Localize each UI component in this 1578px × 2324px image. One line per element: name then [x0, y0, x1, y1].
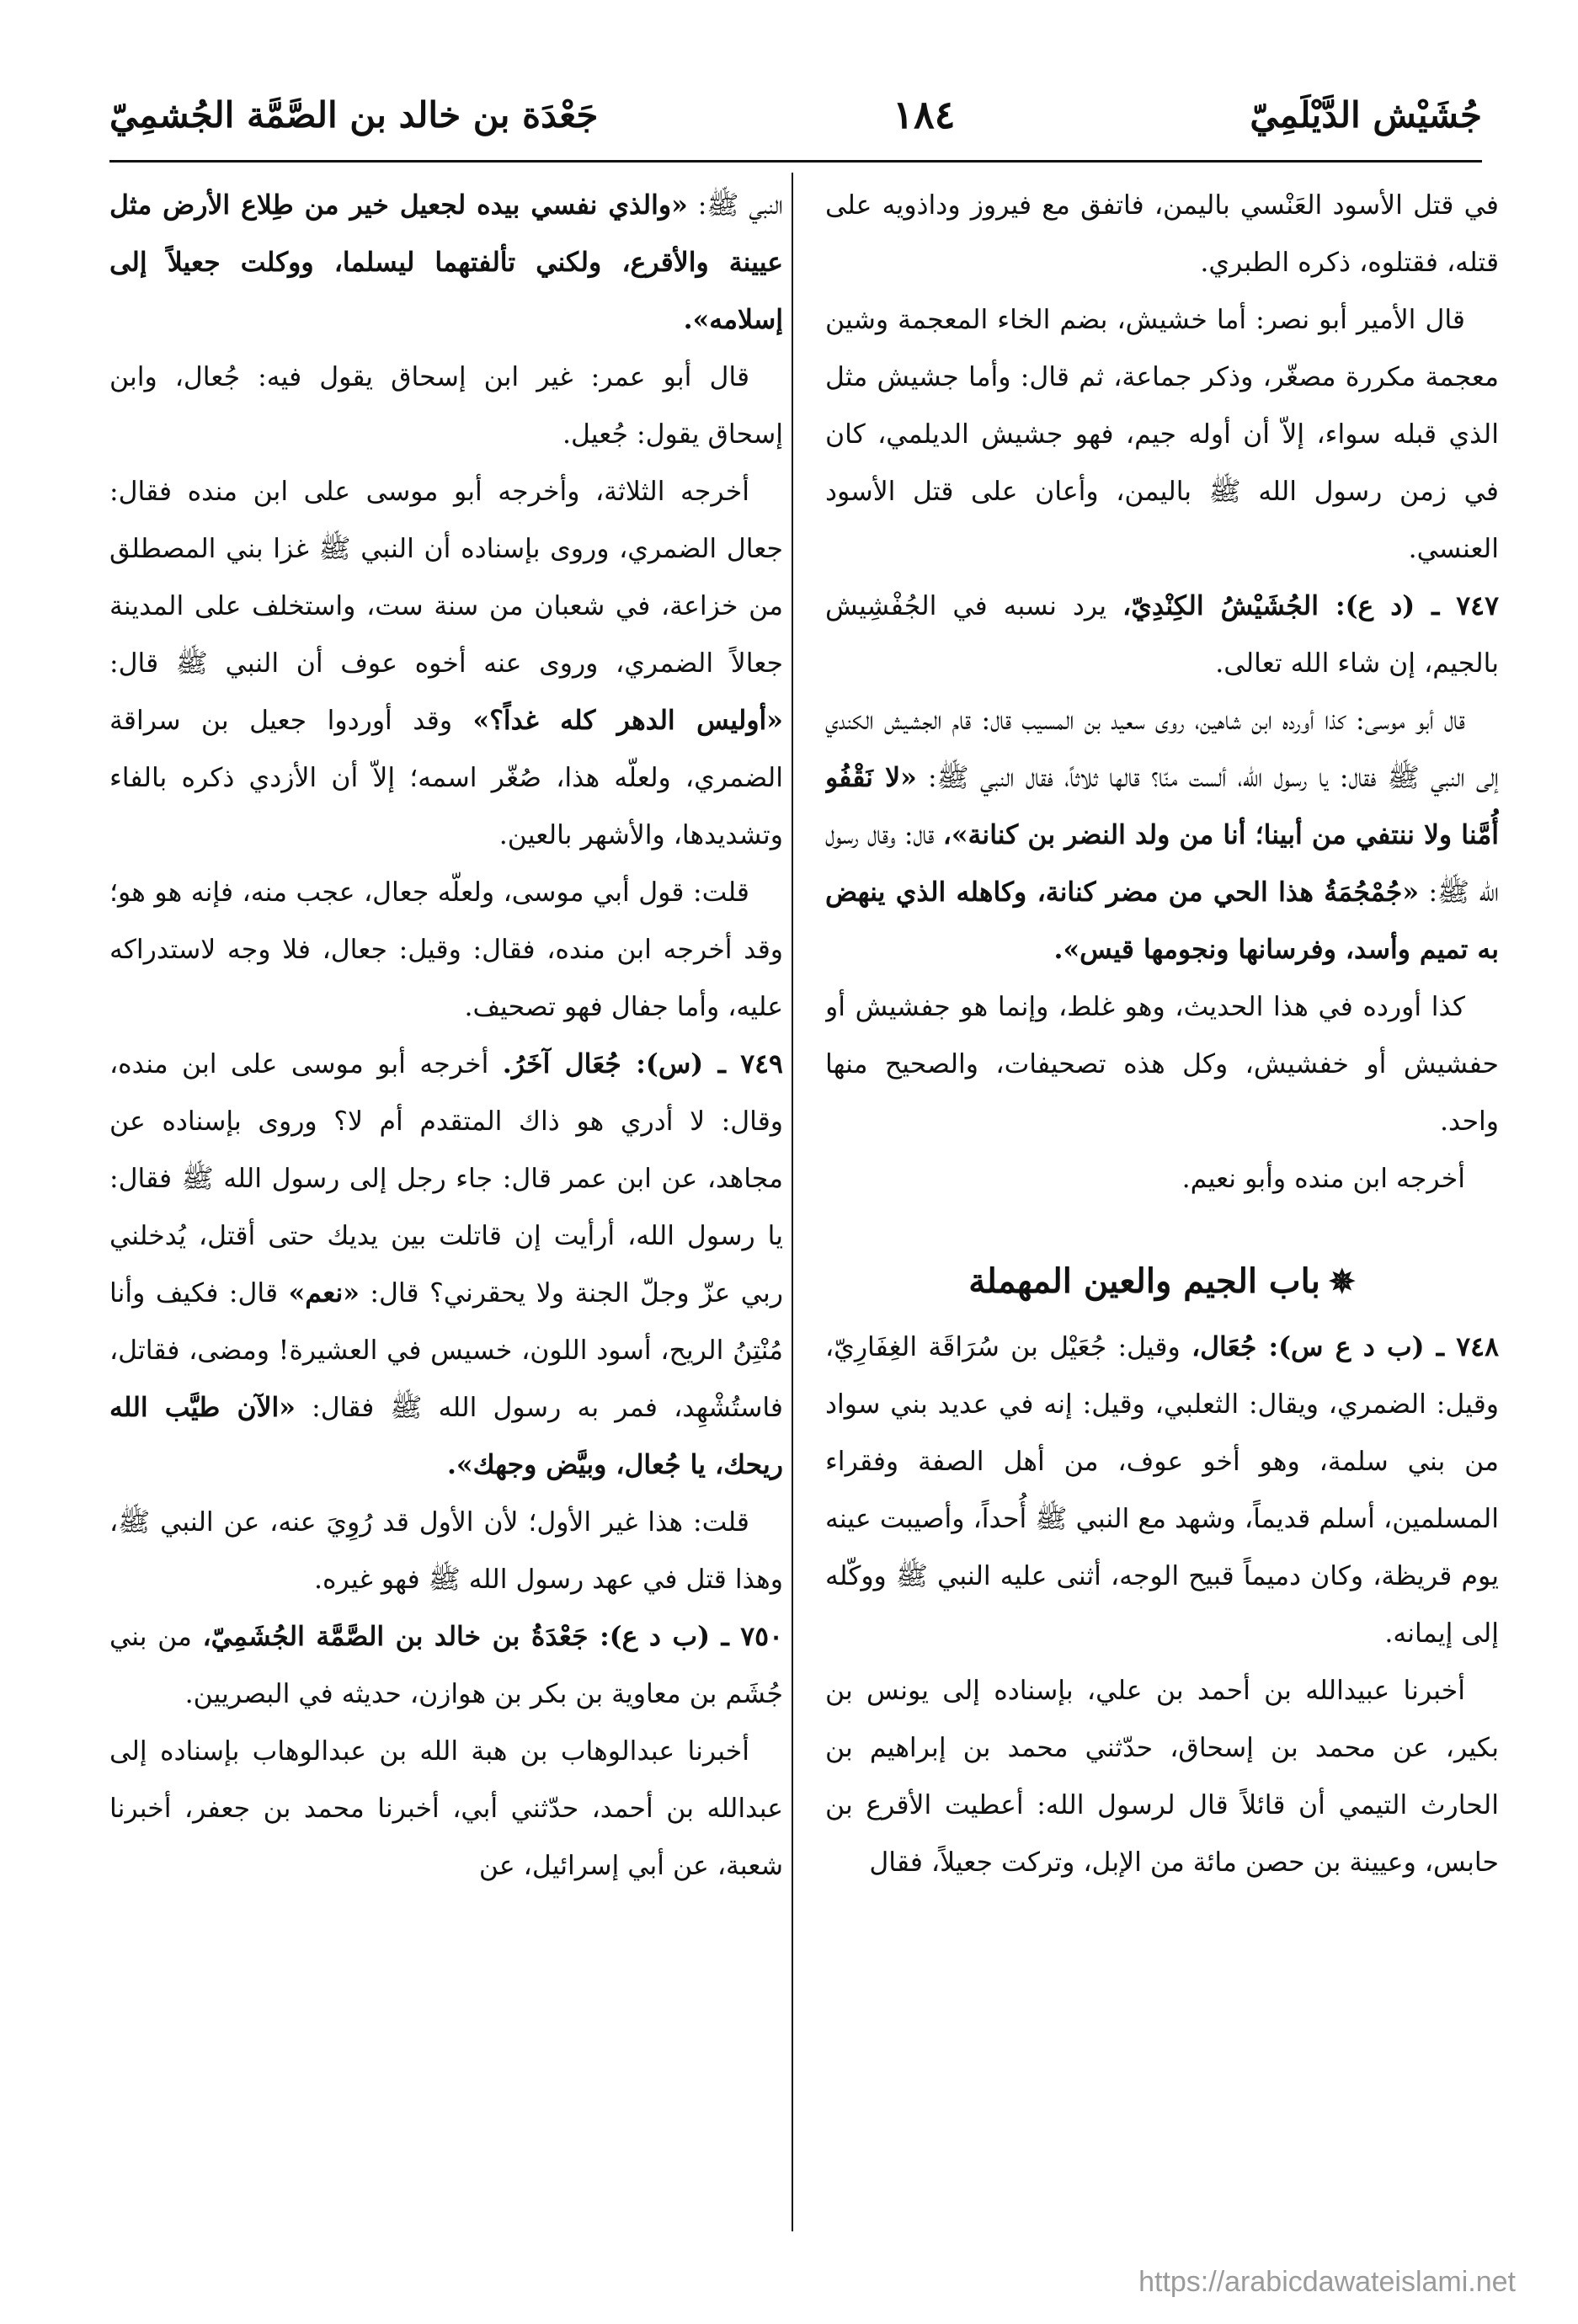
entry-750: [109, 1608, 783, 1723]
paragraph: أخبرنا عبيدالله بن أحمد بن علي، بإسناده إلى يونس بن بكير، عن محمد بن إسحاق، حدّثني محمد بن إبراهيم بن الحارث التيمي أن قائلاً قال لرسول الله: أعطيت الأقرع بن حابس، وعيينة بن حصن مائة من الإبل، وتركت جعيلاً، فقال: [825, 1676, 1499, 1878]
paragraph: أخرجه ابن منده وأبو نعيم.: [1181, 1164, 1465, 1194]
paragraph: [109, 177, 783, 349]
entry-heading: ٧٤٩ ـ (س): جُعَال آخَرُ.: [502, 1048, 783, 1079]
star-icon: ✵: [1328, 1262, 1356, 1300]
watermark-url: https://arabicdawateislami.net: [1138, 2266, 1516, 2298]
page-number: ١٨٤: [893, 92, 956, 137]
running-title-right: جُشَيْش الدَّيْلَمِيّ: [1250, 93, 1482, 136]
running-title-left: جَعْدَة بن خالد بن الصَّمَّة الجُشمِيّ: [109, 93, 599, 136]
column-divider: [792, 173, 793, 2231]
entry-heading: ٧٥٠ ـ (ب د ع): جَعْدَةُ بن خالد بن الصَّمَّة الجُشَمِيّ،: [202, 1621, 783, 1652]
entry-text: وقيل: جُعَيْل بن سُرَاقَة الغِفَارِيّ، وقيل: الضمري، ويقال: الثعلبي، وقيل: إنه في عديد بني سواد من بني سلمة، وهو أخو عوف، من أهل الصفة وفقراء المسلمين، أسلم قديماً، وشهد مع النبي ﷺ أُحداً، وأصيبت عينه يوم قريظة، وكان دميماً قبيح الوجه، أثنى عليه النبي ﷺ ووكّله إلى إيمانه.: [825, 1332, 1499, 1649]
entry-text: يرد نسبه في الجُفْشِيش بالجيم، إن شاء الله تعالى.: [825, 591, 1499, 679]
paragraph: كذا أورده في هذا الحديث، وهو غلط، وإنما هو جفشيش أو حفشيش أو خفشيش، وكل هذه تصحيفات، والصحيح منها واحد.: [825, 992, 1499, 1137]
paragraph: قال الأمير أبو نصر: أما خشيش، بضم الخاء المعجمة وشين معجمة مكررة مصغّر، وذكر جماعة، ثم قال: وأما جشيش مثل الذي قبله سواء، إلاّ أن أوله جيم، فهو جشيش الديلمي، كان في زمن رسول الله ﷺ باليمن، وأعان على قتل الأسود العنسي.: [825, 305, 1499, 564]
page-header: [109, 81, 1482, 148]
right-column: [825, 177, 1499, 2231]
text-run: وقد أوردوا جعيل بن سراقة الضمري، ولعلّه هذا، صُغّر اسمه؛ إلاّ أن الأزدي ذكره بالفاء وتشديدها، والأشهر بالعين.: [109, 706, 783, 850]
entry-text: من بني جُشَم بن معاوية بن بكر بن هوازن، حديثه في البصريين.: [109, 1622, 783, 1709]
text-run: قال أبو موسى: كذا أورده ابن شاهين، روى سعيد بن المسيب قال: قام الجشيش الكندي إلى النبي ﷺ فقال: يا رسول الله، ألست منّا؟ قالها ثلاثاً، فقال النبي ﷺ:: [825, 706, 1499, 793]
text-run: قال: فكيف وأنا مُنْتِنُ الريح، أسود اللون، خسيس في العشيرة! ومضى، فقاتل، فاستُشْهِد، فمر به رسول الله ﷺ فقال:: [109, 1278, 783, 1423]
text-run: أخرجه الثلاثة، وأخرجه أبو موسى على ابن منده فقال: جعال الضمري، وروى بإسناده أن النبي ﷺ غزا بني المصطلق من خزاعة، في شعبان من سنة ست، واستخلف على المدينة جعالاً الضمري، وروى عنه أخوه عوف أن النبي ﷺ قال:: [109, 477, 783, 679]
entry-749: [109, 1036, 783, 1494]
entry-747: [825, 578, 1499, 692]
text-run: النبي ﷺ:: [687, 190, 783, 221]
text-run: أخرجه أبو موسى على ابن منده، وقال: لا أدري هو ذاك المتقدم أم لا؟ وروى بإسناده عن مجاهد، عن ابن عمر قال: جاء رجل إلى رسول الله ﷺ فقال: يا رسول الله، أرأيت إن قاتلت بين يديك حتى أقتل، يُدخلني ربي عزّ وجلّ الجنة ولا يحقرني؟ قال:: [109, 1049, 783, 1309]
hadith-quote: «أوليس الدهر كله غداً؟»: [472, 705, 783, 736]
paragraph: قال أبو عمر: غير ابن إسحاق يقول فيه: جُعال، وابن إسحاق يقول: جُعيل.: [109, 362, 783, 450]
left-column: [109, 177, 783, 2231]
paragraph: [109, 463, 783, 864]
paragraph: قلت: هذا غير الأول؛ لأن الأول قد رُوِيَ عنه، عن النبي ﷺ، وهذا قتل في عهد رسول الله ﷺ فهو غيره.: [109, 1507, 783, 1595]
paragraph: قلت: قول أبي موسى، ولعلّه جعال، عجب منه، فإنه هو هو؛ وقد أخرجه ابن منده، فقال: وقيل: جعال، فلا وجه لاستدراكه عليه، وأما جفال فهو تصحيف.: [109, 877, 783, 1022]
hadith-quote: «والذي نفسي بيده لجعيل خير من طِلاع الأرض مثل عيينة والأقرع، ولكني تألفتهما ليسلما، ووكلت جعيلاً إلى إسلامه».: [109, 189, 783, 335]
entry-heading: ٧٤٨ ـ (ب د ع س): جُعَال،: [1191, 1331, 1499, 1362]
hadith-quote: «جُمْجُمَةُ هذا الحي من مضر كنانة، وكاهله الذي ينهض به تميم وأسد، وفرسانها ونجومها قيس».: [825, 877, 1499, 965]
text-run: قال: وقال رسول الله ﷺ:: [825, 820, 1499, 908]
entry-748: [825, 1319, 1499, 1662]
hadith-quote: «نعم»: [288, 1277, 360, 1309]
hadith-quote: «الآن طيَّب الله ريحك، يا جُعال، وبيَّض وجهك».: [109, 1392, 783, 1480]
hadith-quote: «لا نَقْفُو أُمَّنا ولا ننتفي من أبينا؛ أنا من ولد النضر بن كنانة»،: [825, 762, 1499, 850]
section-heading: [825, 1250, 1499, 1314]
section-title: باب الجيم والعين المهملة: [968, 1261, 1320, 1301]
entry-heading: ٧٤٧ ـ (د ع): الجُشَيْشُ الكِنْدِيّ،: [1122, 590, 1499, 621]
paragraph: [825, 692, 1499, 978]
paragraph: في قتل الأسود العَنْسي باليمن، فاتفق مع فيروز وداذويه على قتله، فقتلوه، ذكره الطبري.: [825, 190, 1499, 278]
header-rule: [109, 160, 1482, 163]
paragraph: أخبرنا عبدالوهاب بن هبة الله بن عبدالوهاب بإسناده إلى عبدالله بن أحمد، حدّثني أبي، أخبرنا محمد بن جعفر، أخبرنا شعبة، عن أبي إسرائيل، عن: [109, 1736, 783, 1881]
